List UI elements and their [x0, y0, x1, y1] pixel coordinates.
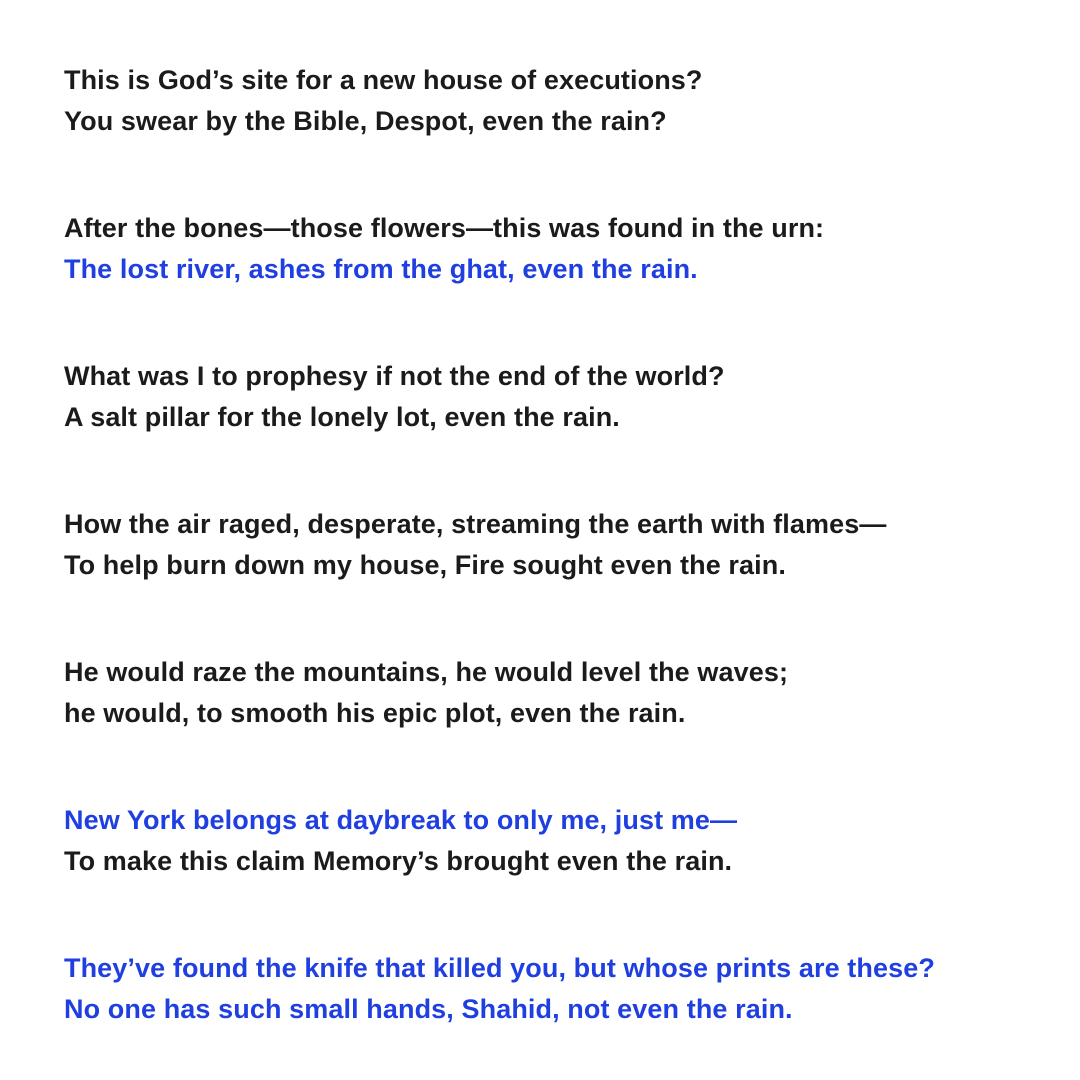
poem-line: How the air raged, desperate, streaming the earth with flames—	[64, 509, 887, 539]
stanza-4	[64, 504, 1080, 586]
poem-line: After the bones—those flowers—this was found in the urn:	[64, 213, 825, 243]
stanza-3	[64, 356, 1080, 438]
poem-line-highlighted: No one has such small hands, Shahid, not even the rain.	[64, 994, 793, 1024]
poem-line: A salt pillar for the lonely lot, even the rain.	[64, 402, 620, 432]
poem-line: What was I to prophesy if not the end of the world?	[64, 361, 725, 391]
poem-line-highlighted: They’ve found the knife that killed you, but whose prints are these?	[64, 953, 935, 983]
poem-line-highlighted: The lost river, ashes from the ghat, even the rain.	[64, 254, 698, 284]
poem-line: He would raze the mountains, he would level the waves;	[64, 657, 789, 687]
poem-line: This is God’s site for a new house of executions?	[64, 65, 703, 95]
poem-line: You swear by the Bible, Despot, even the rain?	[64, 106, 667, 136]
stanza-6	[64, 800, 1080, 882]
stanza-7	[64, 948, 1080, 1030]
poem-line: To make this claim Memory’s brought even the rain.	[64, 846, 733, 876]
stanza-1	[64, 60, 1080, 142]
stanza-5	[64, 652, 1080, 734]
poem-line: he would, to smooth his epic plot, even the rain.	[64, 698, 686, 728]
poem-line: To help burn down my house, Fire sought even the rain.	[64, 550, 786, 580]
poem-line-highlighted: New York belongs at daybreak to only me, just me—	[64, 805, 738, 835]
stanza-2	[64, 208, 1080, 290]
